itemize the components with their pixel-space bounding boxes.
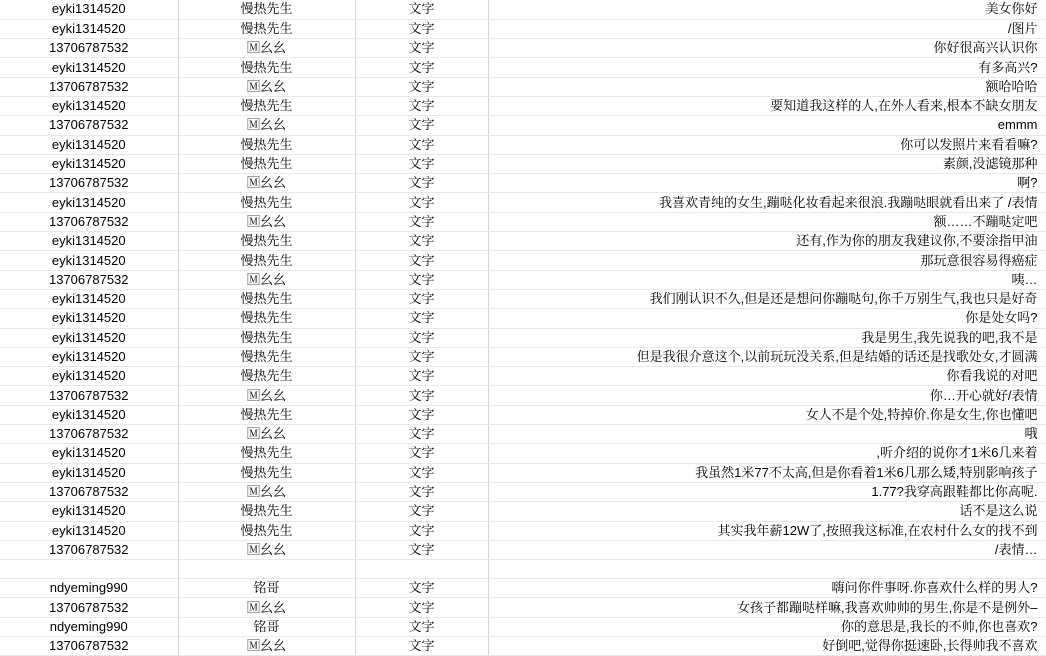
cell-message[interactable]: 话不是这么说 bbox=[488, 502, 1046, 521]
table-row[interactable] bbox=[0, 174, 1046, 193]
cell-message[interactable]: 我喜欢青纯的女生,蹦哒化妆看起来很浪.我蹦哒眼就看出来了 /表情 bbox=[488, 193, 1046, 212]
table-row[interactable] bbox=[0, 39, 1046, 58]
cell-message[interactable]: 你…开心就好/表情 bbox=[488, 386, 1046, 405]
cell-type[interactable]: 文字 bbox=[355, 39, 488, 58]
table-cell-empty[interactable] bbox=[0, 560, 178, 579]
table-row[interactable] bbox=[0, 232, 1046, 251]
cell-account[interactable]: 13706787532 bbox=[0, 212, 178, 231]
table-row[interactable] bbox=[0, 560, 1046, 579]
cell-nickname[interactable]: 慢热先生 bbox=[178, 251, 355, 270]
cell-message[interactable]: 你看我说的对吧 bbox=[488, 367, 1046, 386]
table-row[interactable] bbox=[0, 617, 1046, 636]
cell-account[interactable]: 13706787532 bbox=[0, 540, 178, 559]
cell-account[interactable]: 13706787532 bbox=[0, 482, 178, 501]
table-row[interactable] bbox=[0, 540, 1046, 559]
cell-message[interactable]: 但是我很介意这个,以前玩玩没关系,但是结婚的话还是找歌处女,才圆满 bbox=[488, 347, 1046, 366]
table-cell-empty[interactable] bbox=[178, 560, 355, 579]
table-row[interactable] bbox=[0, 328, 1046, 347]
cell-account[interactable]: eyki1314520 bbox=[0, 347, 178, 366]
cell-account[interactable]: eyki1314520 bbox=[0, 58, 178, 77]
cell-type[interactable]: 文字 bbox=[355, 598, 488, 617]
cell-message[interactable]: 要知道我这样的人,在外人看来,根本不缺女朋友 bbox=[488, 96, 1046, 115]
cell-type[interactable]: 文字 bbox=[355, 309, 488, 328]
table-row[interactable] bbox=[0, 116, 1046, 135]
cell-account[interactable]: 13706787532 bbox=[0, 174, 178, 193]
cell-account[interactable]: eyki1314520 bbox=[0, 309, 178, 328]
cell-message[interactable]: 哦 bbox=[488, 425, 1046, 444]
cell-nickname[interactable]: 🄼幺幺 bbox=[178, 212, 355, 231]
table-row[interactable] bbox=[0, 289, 1046, 308]
cell-message[interactable]: 有多高兴? bbox=[488, 58, 1046, 77]
table-row[interactable] bbox=[0, 77, 1046, 96]
cell-account[interactable]: eyki1314520 bbox=[0, 193, 178, 212]
cell-message[interactable]: 还有,作为你的朋友我建议你,不要涂指甲油 bbox=[488, 232, 1046, 251]
cell-nickname[interactable]: 🄼幺幺 bbox=[178, 39, 355, 58]
cell-type[interactable]: 文字 bbox=[355, 444, 488, 463]
cell-message[interactable]: /表情… bbox=[488, 540, 1046, 559]
cell-account[interactable]: 13706787532 bbox=[0, 386, 178, 405]
cell-message[interactable]: 你是处女吗? bbox=[488, 309, 1046, 328]
cell-type[interactable]: 文字 bbox=[355, 463, 488, 482]
cell-nickname[interactable]: 🄼幺幺 bbox=[178, 77, 355, 96]
cell-type[interactable]: 文字 bbox=[355, 174, 488, 193]
cell-message[interactable]: 我是男生,我先说我的吧,我不是 bbox=[488, 328, 1046, 347]
cell-type[interactable]: 文字 bbox=[355, 251, 488, 270]
cell-account[interactable]: eyki1314520 bbox=[0, 328, 178, 347]
table-row[interactable] bbox=[0, 386, 1046, 405]
cell-message[interactable]: 好倒吧,觉得你挺速卧,长得帅我不喜欢 bbox=[488, 637, 1046, 656]
cell-nickname[interactable]: 慢热先生 bbox=[178, 154, 355, 173]
table-row[interactable] bbox=[0, 637, 1046, 656]
cell-nickname[interactable]: 慢热先生 bbox=[178, 328, 355, 347]
cell-message[interactable]: 我们刚认识不久,但是还是想问你蹦哒句,你千万别生气,我也只是好奇 bbox=[488, 289, 1046, 308]
table-row[interactable] bbox=[0, 521, 1046, 540]
cell-nickname[interactable]: 慢热先生 bbox=[178, 309, 355, 328]
cell-account[interactable]: eyki1314520 bbox=[0, 251, 178, 270]
cell-message[interactable]: 额……不蹦哒定吧 bbox=[488, 212, 1046, 231]
table-row[interactable] bbox=[0, 251, 1046, 270]
cell-type[interactable]: 文字 bbox=[355, 367, 488, 386]
table-row[interactable] bbox=[0, 579, 1046, 598]
table-row[interactable] bbox=[0, 598, 1046, 617]
cell-message[interactable]: /图片 bbox=[488, 19, 1046, 38]
cell-type[interactable]: 文字 bbox=[355, 58, 488, 77]
table-row[interactable] bbox=[0, 270, 1046, 289]
cell-account[interactable]: eyki1314520 bbox=[0, 289, 178, 308]
cell-nickname[interactable]: 🄼幺幺 bbox=[178, 540, 355, 559]
cell-message[interactable]: 那玩意很容易得癌症 bbox=[488, 251, 1046, 270]
table-row[interactable] bbox=[0, 212, 1046, 231]
cell-account[interactable]: eyki1314520 bbox=[0, 0, 178, 19]
cell-account[interactable]: 13706787532 bbox=[0, 39, 178, 58]
cell-nickname[interactable]: 🄼幺幺 bbox=[178, 270, 355, 289]
cell-type[interactable]: 文字 bbox=[355, 289, 488, 308]
cell-type[interactable]: 文字 bbox=[355, 0, 488, 19]
cell-type[interactable]: 文字 bbox=[355, 540, 488, 559]
cell-type[interactable]: 文字 bbox=[355, 405, 488, 424]
cell-account[interactable]: eyki1314520 bbox=[0, 463, 178, 482]
cell-nickname[interactable]: 🄼幺幺 bbox=[178, 598, 355, 617]
table-row[interactable] bbox=[0, 463, 1046, 482]
cell-message[interactable]: ,听介绍的说你才1米6几来着 bbox=[488, 444, 1046, 463]
cell-account[interactable]: ndyeming990 bbox=[0, 579, 178, 598]
cell-message[interactable]: 1.77?我穿高跟鞋都比你高呢. bbox=[488, 482, 1046, 501]
table-row[interactable] bbox=[0, 154, 1046, 173]
cell-type[interactable]: 文字 bbox=[355, 386, 488, 405]
cell-message[interactable]: 咦… bbox=[488, 270, 1046, 289]
cell-nickname[interactable]: 🄼幺幺 bbox=[178, 425, 355, 444]
cell-account[interactable]: eyki1314520 bbox=[0, 502, 178, 521]
cell-type[interactable]: 文字 bbox=[355, 232, 488, 251]
cell-message[interactable]: 你好很高兴认识你 bbox=[488, 39, 1046, 58]
cell-nickname[interactable]: 🄼幺幺 bbox=[178, 482, 355, 501]
table-row[interactable] bbox=[0, 19, 1046, 38]
table-row[interactable] bbox=[0, 444, 1046, 463]
cell-type[interactable]: 文字 bbox=[355, 116, 488, 135]
cell-nickname[interactable]: 慢热先生 bbox=[178, 347, 355, 366]
table-row[interactable] bbox=[0, 58, 1046, 77]
cell-message[interactable]: 其实我年薪12W了,按照我这标准,在农村什么女的找不到 bbox=[488, 521, 1046, 540]
cell-account[interactable]: eyki1314520 bbox=[0, 367, 178, 386]
table-row[interactable] bbox=[0, 482, 1046, 501]
cell-nickname[interactable]: 慢热先生 bbox=[178, 444, 355, 463]
cell-account[interactable]: 13706787532 bbox=[0, 598, 178, 617]
cell-type[interactable]: 文字 bbox=[355, 212, 488, 231]
table-row[interactable] bbox=[0, 0, 1046, 19]
cell-message[interactable]: 嗨问你件事呀.你喜欢什么样的男人? bbox=[488, 579, 1046, 598]
cell-type[interactable]: 文字 bbox=[355, 637, 488, 656]
cell-type[interactable]: 文字 bbox=[355, 77, 488, 96]
cell-message[interactable]: 额哈哈哈 bbox=[488, 77, 1046, 96]
cell-type[interactable]: 文字 bbox=[355, 193, 488, 212]
table-row[interactable] bbox=[0, 135, 1046, 154]
cell-message[interactable]: 你的意思是,我长的不帅,你也喜欢? bbox=[488, 617, 1046, 636]
table-cell-empty[interactable] bbox=[355, 560, 488, 579]
cell-message[interactable]: 女孩子都蹦哒样嘛,我喜欢帅帅的男生,你是不是例外– bbox=[488, 598, 1046, 617]
cell-nickname[interactable]: 🄼幺幺 bbox=[178, 116, 355, 135]
cell-message[interactable]: 美女你好 bbox=[488, 0, 1046, 19]
cell-nickname[interactable]: 🄼幺幺 bbox=[178, 386, 355, 405]
cell-type[interactable]: 文字 bbox=[355, 328, 488, 347]
cell-nickname[interactable]: 慢热先生 bbox=[178, 521, 355, 540]
cell-nickname[interactable]: 🄼幺幺 bbox=[178, 174, 355, 193]
cell-type[interactable]: 文字 bbox=[355, 579, 488, 598]
cell-account[interactable]: 13706787532 bbox=[0, 637, 178, 656]
cell-nickname[interactable]: 慢热先生 bbox=[178, 502, 355, 521]
cell-nickname[interactable]: 慢热先生 bbox=[178, 463, 355, 482]
table-row[interactable] bbox=[0, 405, 1046, 424]
cell-nickname[interactable]: 慢热先生 bbox=[178, 193, 355, 212]
cell-message[interactable]: 女人不是个处,特掉价.你是女生,你也懂吧 bbox=[488, 405, 1046, 424]
cell-type[interactable]: 文字 bbox=[355, 270, 488, 289]
cell-account[interactable]: ndyeming990 bbox=[0, 617, 178, 636]
cell-type[interactable]: 文字 bbox=[355, 521, 488, 540]
table-row[interactable] bbox=[0, 367, 1046, 386]
cell-nickname[interactable]: 铭哥 bbox=[178, 579, 355, 598]
cell-account[interactable]: eyki1314520 bbox=[0, 405, 178, 424]
cell-nickname[interactable]: 慢热先生 bbox=[178, 96, 355, 115]
cell-account[interactable]: eyki1314520 bbox=[0, 154, 178, 173]
cell-nickname[interactable]: 慢热先生 bbox=[178, 367, 355, 386]
cell-type[interactable]: 文字 bbox=[355, 19, 488, 38]
table-row[interactable] bbox=[0, 347, 1046, 366]
cell-message[interactable]: 啊? bbox=[488, 174, 1046, 193]
cell-nickname[interactable]: 慢热先生 bbox=[178, 289, 355, 308]
cell-type[interactable]: 文字 bbox=[355, 154, 488, 173]
cell-nickname[interactable]: 铭哥 bbox=[178, 617, 355, 636]
cell-type[interactable]: 文字 bbox=[355, 482, 488, 501]
cell-message[interactable]: 你可以发照片来看看嘛? bbox=[488, 135, 1046, 154]
cell-type[interactable]: 文字 bbox=[355, 347, 488, 366]
cell-type[interactable]: 文字 bbox=[355, 617, 488, 636]
cell-message[interactable]: 我虽然1米77不太高,但是你看着1米6几那么矮,特别影响孩子 bbox=[488, 463, 1046, 482]
cell-nickname[interactable]: 慢热先生 bbox=[178, 405, 355, 424]
cell-type[interactable]: 文字 bbox=[355, 502, 488, 521]
cell-account[interactable]: 13706787532 bbox=[0, 425, 178, 444]
cell-nickname[interactable]: 🄼幺幺 bbox=[178, 637, 355, 656]
cell-account[interactable]: eyki1314520 bbox=[0, 444, 178, 463]
cell-type[interactable]: 文字 bbox=[355, 425, 488, 444]
cell-account[interactable]: eyki1314520 bbox=[0, 96, 178, 115]
cell-nickname[interactable]: 慢热先生 bbox=[178, 19, 355, 38]
cell-type[interactable]: 文字 bbox=[355, 96, 488, 115]
cell-nickname[interactable]: 慢热先生 bbox=[178, 135, 355, 154]
cell-account[interactable]: 13706787532 bbox=[0, 77, 178, 96]
cell-account[interactable]: 13706787532 bbox=[0, 116, 178, 135]
cell-message[interactable]: emmm bbox=[488, 116, 1046, 135]
table-cell-empty[interactable] bbox=[488, 560, 1046, 579]
table-row[interactable] bbox=[0, 193, 1046, 212]
cell-message[interactable]: 素颜,没滤镜那种 bbox=[488, 154, 1046, 173]
table-row[interactable] bbox=[0, 502, 1046, 521]
table-row[interactable] bbox=[0, 425, 1046, 444]
cell-account[interactable]: eyki1314520 bbox=[0, 232, 178, 251]
table-row[interactable] bbox=[0, 309, 1046, 328]
cell-type[interactable]: 文字 bbox=[355, 135, 488, 154]
table-row[interactable] bbox=[0, 96, 1046, 115]
cell-account[interactable]: eyki1314520 bbox=[0, 521, 178, 540]
cell-nickname[interactable]: 慢热先生 bbox=[178, 232, 355, 251]
cell-account[interactable]: 13706787532 bbox=[0, 270, 178, 289]
cell-account[interactable]: eyki1314520 bbox=[0, 135, 178, 154]
cell-account[interactable]: eyki1314520 bbox=[0, 19, 178, 38]
cell-nickname[interactable]: 慢热先生 bbox=[178, 0, 355, 19]
cell-nickname[interactable]: 慢热先生 bbox=[178, 58, 355, 77]
